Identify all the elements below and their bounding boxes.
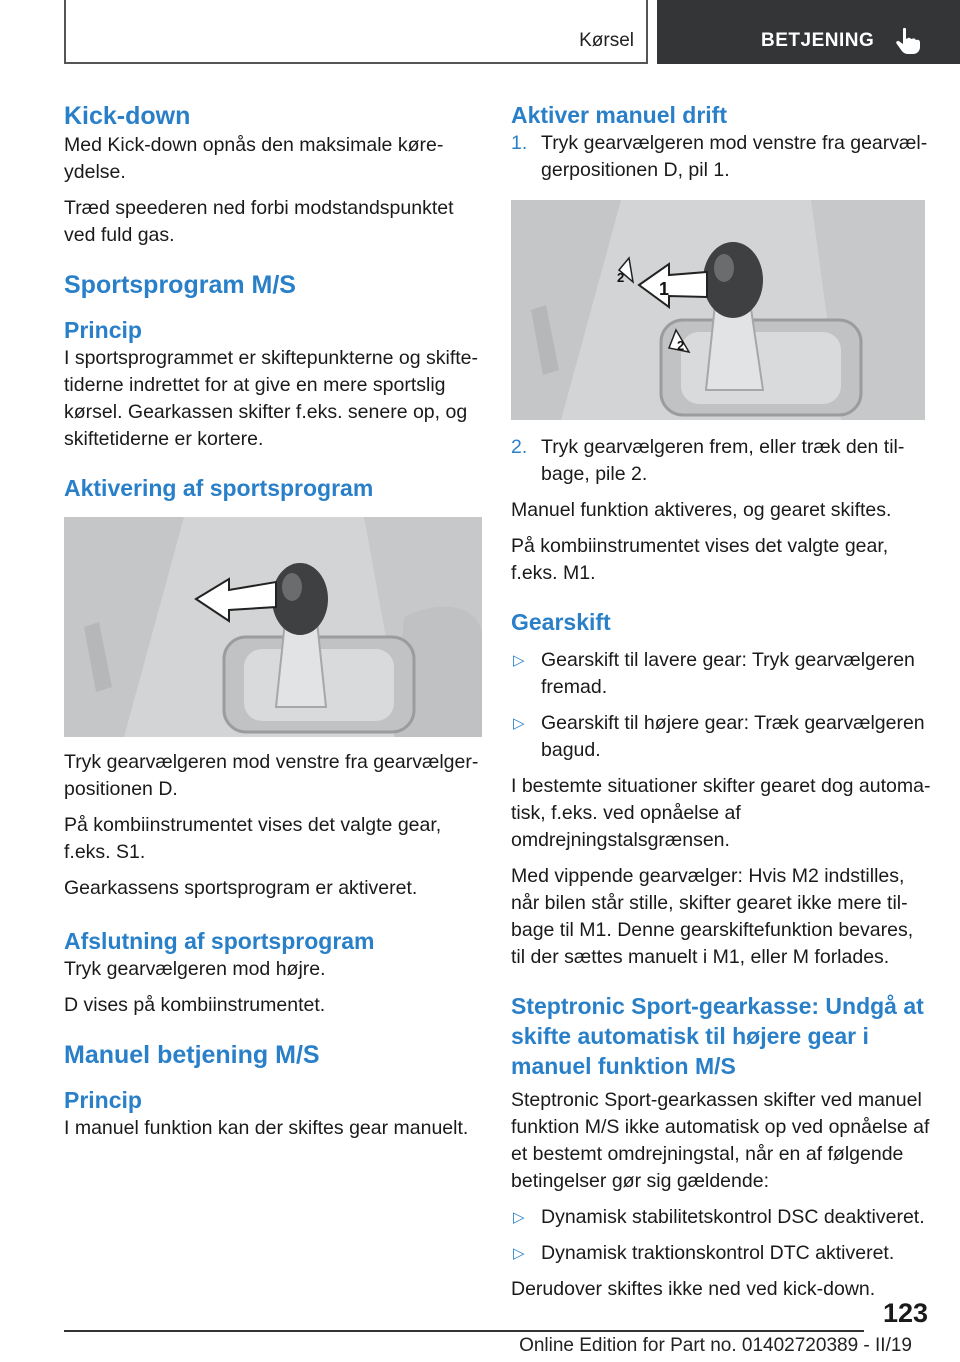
gear-selector-right-image [511, 200, 925, 420]
end-sport-heading: Afslutning af sportsprogram [64, 928, 375, 954]
triangle-bullet-icon: ▷ [513, 1245, 525, 1262]
triangle-bullet-icon: ▷ [513, 1209, 525, 1226]
list-item [511, 1240, 931, 1267]
after-steps-text-1: Manuel funktion aktiveres, og gearet skiftes. [511, 499, 892, 521]
sport-program-heading: Sportsprogram M/S [64, 271, 296, 299]
step-1 [511, 130, 931, 184]
gear-selector-left-image [64, 517, 482, 737]
header-chapter-label: BETJENING [761, 30, 875, 51]
princip-heading-1: Princip [64, 317, 142, 343]
after-steps-text-2: På kombiinstrumentet vises det valgte gear, f.eks. M1. [511, 535, 889, 584]
list-item [511, 1204, 931, 1231]
gearshift-text-1: I bestemte situationer skifter gearet dog automatisk, f.eks. ved opnåelse af omdrejningstalsgrænsen. [511, 775, 931, 851]
end-sport-text-2: D vises på kombiinstrumentet. [64, 994, 326, 1016]
activation-text-3: Gearkassens sportsprogram er aktiveret. [64, 877, 418, 899]
step-text: Tryk gearvælgeren mod venstre fra gearvælgerpositionen D, pil 1. [541, 132, 928, 181]
list-item [511, 710, 931, 764]
footer-edition: Online Edition for Part no. 01402720389 - II/19 [519, 1335, 912, 1356]
header-section-label: Kørsel [579, 30, 634, 51]
gearshift-heading: Gearskift [511, 609, 611, 635]
right-column [511, 100, 931, 1312]
steptronic-heading: Steptronic Sport-gearkasse: Undgå at skifte automatisk til højere gear i manuel funktion M/S [511, 993, 924, 1079]
princip-text-1: I sportsprogrammet er skiftepunkterne og skiftetiderne indrettet for at give en mere sportslig kørsel. Gearkassen skifter f.eks. senere op, og skiftetiderne er kortere. [64, 347, 479, 450]
bullet-text: Dynamisk traktionskontrol DTC aktiveret. [541, 1242, 895, 1264]
princip-text-2: I manuel funktion kan der skiftes gear manuelt. [64, 1117, 469, 1139]
step-text: Tryk gearvælgeren frem, eller træk den tilbage, pile 2. [541, 436, 905, 485]
steptronic-text-1: Steptronic Sport-gearkassen skifter ved manuel funktion M/S ikke automatisk op ved opnåelse af et bestemt omdrejningstal, når en af følgende betingelser gør sig gældende: [511, 1089, 930, 1192]
step-number: 2. [511, 436, 528, 458]
bullet-text: Dynamisk stabilitetskontrol DSC deaktiveret. [541, 1206, 925, 1228]
steptronic-text-2: Derudover skiftes ikke ned ved kick-down. [511, 1278, 876, 1300]
kickdown-heading: Kick-down [64, 102, 191, 130]
manual-mode-gear-illustration [511, 200, 925, 420]
activation-text-1: Tryk gearvælgeren mod venstre fra gearvælgerpositionen D. [64, 751, 479, 800]
bullet-text: Gearskift til højere gear: Træk gearvælgeren bagud. [541, 712, 925, 761]
left-column [64, 100, 482, 1151]
step-2 [511, 434, 931, 488]
activation-heading: Aktivering af sportsprogram [64, 475, 374, 501]
sport-program-gear-illustration [64, 517, 482, 737]
step-number: 1. [511, 132, 528, 154]
activation-text-2: På kombiinstrumentet vises det valgte gear, f.eks. S1. [64, 814, 442, 863]
header-section-tab [64, 0, 648, 64]
figure-label-1: 1 [659, 279, 670, 299]
kickdown-text-1: Med Kick-down opnås den maksimale køreydelse. [64, 134, 444, 183]
kickdown-text-2: Træd speederen ned forbi modstandspunktet ved fuld gas. [64, 197, 454, 246]
triangle-bullet-icon: ▷ [513, 715, 525, 732]
footer-divider [64, 1330, 864, 1332]
gearshift-text-2: Med vippende gearvælger: Hvis M2 indstilles, når bilen står stille, skifter gearet ikke mere tilbage til M1. Denne gearskiftefunktion bevares, til der sættes manuelt i M1, eller M forlades. [511, 865, 914, 968]
hand-pointer-icon [895, 27, 921, 55]
header-chapter-tab [657, 0, 960, 64]
figure-label-2-top: 2 [617, 270, 625, 285]
bullet-text: Gearskift til lavere gear: Tryk gearvælgeren fremad. [541, 649, 915, 698]
list-item [511, 647, 931, 701]
end-sport-text-1: Tryk gearvælgeren mod højre. [64, 958, 326, 980]
manual-operation-heading: Manuel betjening M/S [64, 1041, 320, 1069]
activate-manual-heading: Aktiver manuel drift [511, 102, 727, 128]
page-number: 123 [882, 1298, 928, 1328]
figure-label-2-bottom: 2 [677, 338, 685, 353]
princip-heading-2: Princip [64, 1087, 142, 1113]
triangle-bullet-icon: ▷ [513, 652, 525, 669]
